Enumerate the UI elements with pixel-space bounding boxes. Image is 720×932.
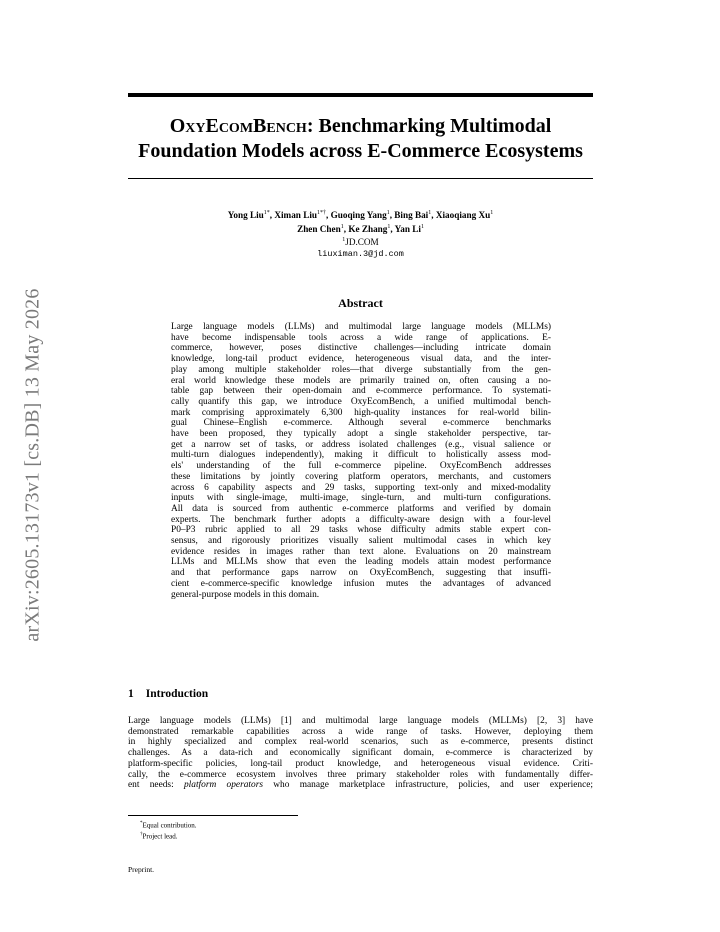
intro-line: in highly specialized and complex real-world scenarios, such as e-commerce, presents distinct	[128, 737, 593, 748]
author-name: Bing Bai	[394, 210, 429, 221]
author-name: Guoqing Yang	[330, 210, 387, 221]
intro-line: demonstrated remarkable capabilities across a wide range of tasks. However, deploying them	[128, 726, 593, 737]
author-affiliation-mark: 1	[387, 223, 391, 230]
author-name: Yan Li	[394, 223, 421, 234]
intro-line-pre: ent needs:	[128, 780, 184, 791]
intro-line: cally, the e-commerce ecosystem involves three primary stakeholder roles with fundamentally differ-	[128, 769, 593, 780]
author-affiliation-mark: 1	[420, 223, 424, 230]
arxiv-identifier-text: arXiv:2605.13173v1 [cs.DB] 13 May 2026	[21, 288, 44, 642]
benchmark-name: OxyEcomBench	[169, 115, 307, 137]
abstract-line: table gap between their open-domain and e-commerce performance. To systemati-	[171, 386, 551, 397]
author-affiliation-mark: 1	[428, 210, 432, 216]
contact-email: liuximan.3@jd.com	[317, 248, 404, 259]
abstract-line: els' understanding of the full e-commerce pipeline. OxyEcomBench addresses	[171, 461, 551, 472]
author-affiliation-mark: 1*†	[317, 210, 326, 216]
author-block	[128, 208, 593, 260]
abstract-line: have become indispensable tools across a wide range of applications. E-	[171, 332, 551, 343]
abstract-line: P0–P3 rubric applied to all 29 tasks whose difficulty admits stable expert con-	[171, 525, 551, 536]
title-line-1-rest: : Benchmarking Multimodal	[306, 115, 552, 137]
abstract-line: inputs with single-image, multi-image, single-turn, and multi-turn configurations.	[171, 493, 551, 504]
abstract-line: gual Chinese–English e-commerce. Although several e-commerce benchmarks	[171, 418, 551, 429]
author-name: Xiaoqiang Xu	[435, 210, 491, 221]
footnote-text: Project lead.	[142, 832, 178, 841]
author-affiliation-mark: 1	[386, 210, 390, 216]
abstract-line: experts. The benchmark further adopts a difficulty-aware design with a four-level	[171, 514, 551, 525]
intro-emphasis: platform operators	[183, 780, 264, 791]
abstract-line: All data is sourced from authentic e-commerce platforms and verified by domain	[171, 503, 551, 514]
intro-line-post: who manage marketplace infrastructure, policies, and user experience;	[263, 780, 594, 791]
author-name: Yong Liu	[227, 210, 264, 221]
footnotes	[140, 819, 197, 842]
intro-line: platform-specific policies, long-tail product knowledge, and heterogeneous visual evidence. Criti-	[128, 758, 593, 769]
affiliation-name: JD.COM	[345, 237, 379, 248]
abstract-line: Large language models (LLMs) and multimodal large language models (MLLMs)	[171, 322, 551, 332]
introduction-body	[128, 716, 593, 791]
author-name: Zhen Chen	[297, 223, 341, 234]
affiliation-mark: 1	[342, 237, 346, 244]
arxiv-identifier-sidebar	[20, 255, 46, 675]
intro-line: challenges. As a data-rich and economically significant domain, e-commerce is characterized by	[128, 748, 593, 759]
abstract-line: sensus, and rigorously prioritizes visually salient multimodal cases in which key	[171, 536, 551, 547]
abstract-line: cally quantify this gap, we introduce OxyEcomBench, a unified multimodal bench-	[171, 396, 551, 407]
author-name: Ke Zhang	[348, 223, 388, 234]
footnote-mark: *	[140, 821, 143, 826]
abstract-line: cient e-commerce-specific knowledge infusion mutes the advantages of advanced	[171, 578, 551, 589]
paper-title	[128, 114, 593, 164]
author-affiliation-mark: 1*	[263, 210, 270, 216]
footnote-rule	[128, 815, 298, 816]
abstract-line: have been proposed, they typically adopt a single stakeholder perspective, tar-	[171, 429, 551, 440]
footnote-mark: †	[140, 832, 143, 838]
abstract-body	[171, 322, 551, 600]
abstract-line: get a narrow set of tasks, or address isolated challenges (e.g., visual salience or	[171, 439, 551, 450]
section-heading-introduction	[128, 688, 208, 700]
abstract-line: knowledge, long-tail product evidence, heterogeneous visual data, and the inter-	[171, 354, 551, 365]
author-affiliation-mark: 1	[490, 210, 494, 216]
abstract-line: multi-turn dialogues independently), making it difficult to holistically assess mod-	[171, 450, 551, 461]
title-line-1	[128, 114, 593, 139]
abstract-line: mark comprising approximately 6,300 high-quality instances for real-world bilin-	[171, 407, 551, 418]
abstract-line: across 6 capability aspects and 29 tasks, supporting text-only and mixed-modality	[171, 482, 551, 493]
intro-line	[128, 780, 593, 791]
author-name: Ximan Liu	[274, 210, 317, 221]
footnote	[140, 830, 197, 841]
abstract-heading: Abstract	[338, 296, 383, 310]
title-top-rule	[128, 93, 593, 97]
abstract-line: play among multiple stakeholder roles—that diverge substantially from the gen-	[171, 364, 551, 375]
author-affiliation-mark: 1	[340, 223, 344, 230]
abstract-line: commerce, however, poses distinctive challenges—including intricate domain	[171, 343, 551, 354]
abstract-line: and that performance gaps narrow on OxyEcomBench, suggesting that insuffi-	[171, 568, 551, 579]
section-number: 1	[128, 688, 134, 700]
section-title: Introduction	[145, 688, 209, 700]
title-line-2: Foundation Models across E-Commerce Ecosystems	[138, 140, 583, 162]
footnote	[140, 819, 197, 830]
abstract-line: general-purpose models in this domain.	[171, 589, 320, 600]
author-line-1: Yong Liu$^{1*}$, Ximan Liu$^{1*\dagger}$, Guoqing Yang$^1$, Bing Bai$^1$, Xiaoqiang Xu$^1$	[227, 210, 494, 221]
intro-line: Large language models (LLMs) [1] and multimodal large language models (MLLMs) [2, 3] have	[128, 716, 593, 726]
abstract-line: eral world knowledge these models are primarily trained on, often causing a no-	[171, 375, 551, 386]
abstract-line: these limitations by jointly covering platform operators, merchants, and customers	[171, 471, 551, 482]
title-bottom-rule	[128, 178, 593, 179]
author-line-2: Zhen Chen$^1$, Ke Zhang$^1$, Yan Li$^1$	[297, 223, 424, 234]
abstract-line: LLMs and MLLMs show that even the leading models attain modest performance	[171, 557, 551, 568]
footnote-text: Equal contribution.	[142, 821, 197, 830]
affiliation	[128, 235, 593, 249]
preprint-label: Preprint.	[128, 865, 155, 874]
abstract-line: evidence resides in images rather than text alone. Evaluations on 20 mainstream	[171, 546, 551, 557]
